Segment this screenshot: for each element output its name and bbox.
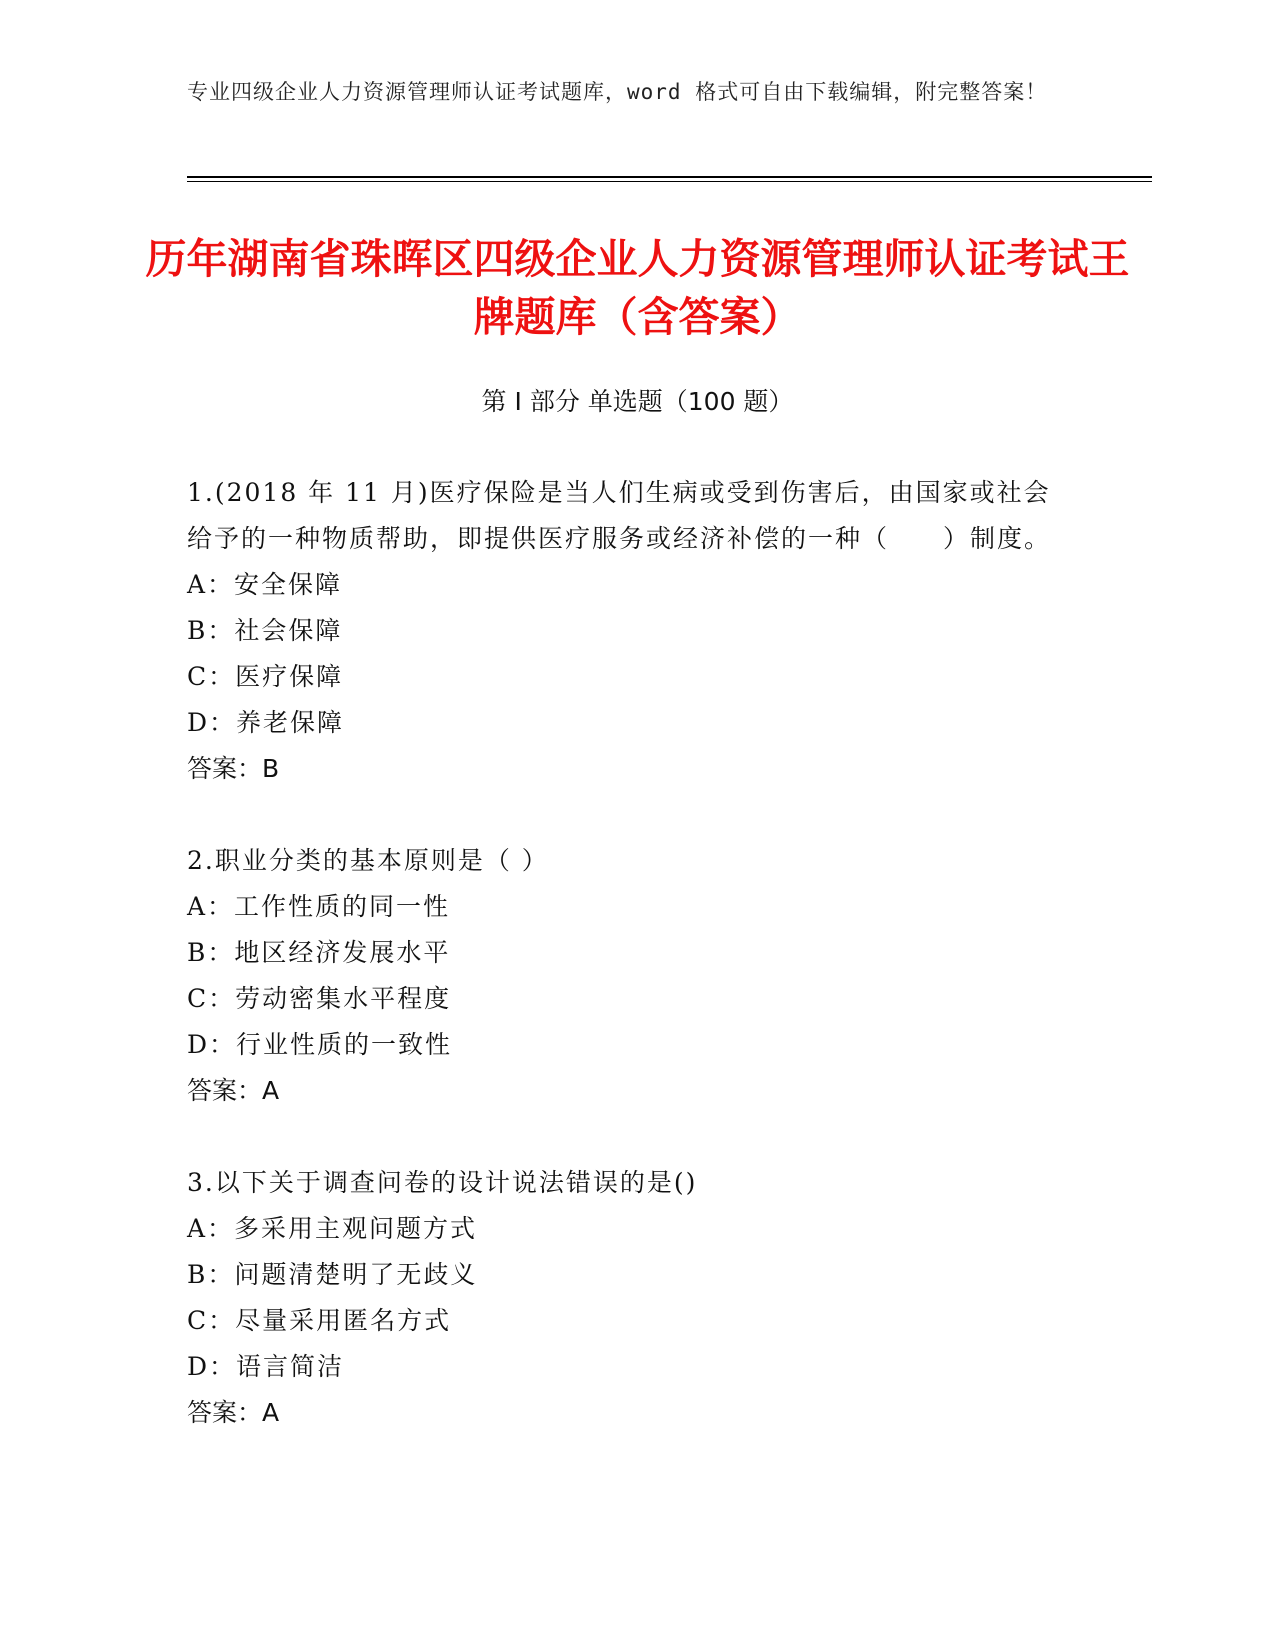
question-3 [187, 1160, 1077, 1436]
answer: 答案：B [187, 754, 280, 783]
header-note: 专业四级企业人力资源管理师认证考试题库，word 格式可自由下载编辑，附完整答案！ [187, 80, 1048, 104]
option-b: B：问题清楚明了无歧义 [187, 1260, 478, 1289]
question-stem: 1.(2018 年 11 月)医疗保险是当人们生病或受到伤害后，由国家或社会给予的一种物质帮助，即提供医疗服务或经济补偿的一种（ ）制度。 [187, 478, 1052, 553]
option-a: A：多采用主观问题方式 [187, 1214, 478, 1243]
option-b: B：社会保障 [187, 616, 343, 645]
question-1 [187, 470, 1077, 792]
option-a: A：安全保障 [187, 570, 343, 599]
section-title: 第 I 部分 单选题（100 题） [481, 387, 794, 416]
option-d: D：语言简洁 [187, 1352, 345, 1381]
option-c: C：医疗保障 [187, 662, 344, 691]
option-c: C：尽量采用匿名方式 [187, 1306, 452, 1335]
question-list [187, 470, 1077, 1482]
option-d: D：行业性质的一致性 [187, 1030, 453, 1059]
header-divider-thin [187, 181, 1152, 182]
answer: 答案：A [187, 1076, 280, 1105]
option-a: A：工作性质的同一性 [187, 892, 451, 921]
question-2 [187, 838, 1077, 1114]
option-d: D：养老保障 [187, 708, 345, 737]
option-c: C：劳动密集水平程度 [187, 984, 452, 1013]
answer: 答案：A [187, 1398, 280, 1427]
option-b: B：地区经济发展水平 [187, 938, 451, 967]
question-stem: 2.职业分类的基本原则是（ ） [187, 846, 549, 875]
header-divider-thick [187, 176, 1152, 178]
document-title: 历年湖南省珠晖区四级企业人力资源管理师认证考试王牌题库（含答案） [145, 235, 1130, 341]
question-stem: 3.以下关于调查问卷的设计说法错误的是() [187, 1168, 698, 1197]
